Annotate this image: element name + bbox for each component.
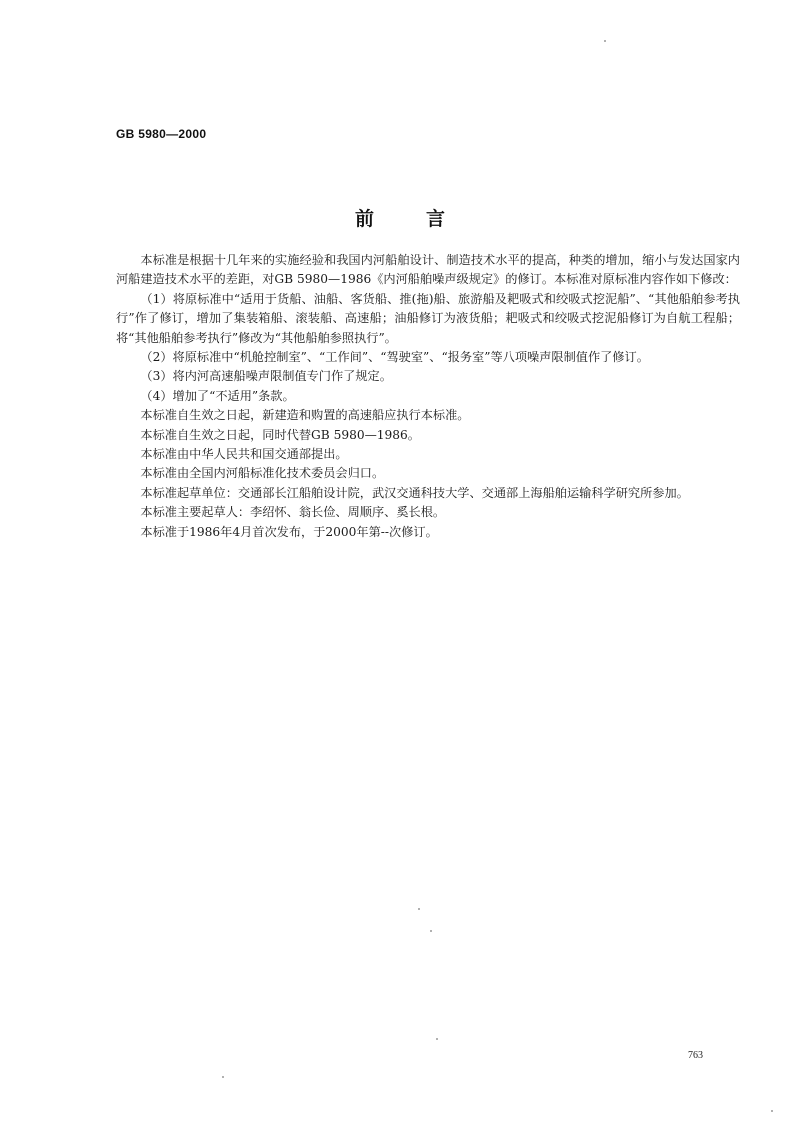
foreword-body: [116, 251, 740, 542]
scan-speck: [418, 908, 420, 910]
standard-code-header: GB 5980—2000: [116, 127, 207, 141]
paragraph-item-1: （1）将原标准中“适用于货船、油船、客货船、推(拖)船、旅游船及耙吸式和绞吸式挖泥船”、“其他船舶参考执行”作了修订，增加了集装箱船、滚装船、高速船；油船修订为液货船；耙吸式和绞吸式挖泥船修订为自航工程船；将“其他船舶参考执行”修改为“其他船舶参照执行”。: [116, 291, 740, 345]
scan-speck: [604, 40, 606, 42]
paragraph-replaces: 本标准自生效之日起，同时代替GB 5980—1986。: [140, 427, 420, 442]
paragraph-proposed-by: 本标准由中华人民共和国交通部提出。: [140, 447, 348, 462]
scan-speck: [430, 930, 432, 932]
paragraph-item-2: （2）将原标准中“机舱控制室”、“工作间”、“驾驶室”、“报务室”等八项噪声限制值作了修订。: [140, 350, 649, 365]
scan-speck: [222, 1076, 224, 1078]
paragraph-item-4: （4）增加了“不适用”条款。: [140, 388, 295, 403]
paragraph-item-3: （3）将内河高速船噪声限制值专门作了规定。: [140, 369, 392, 384]
paragraph-drafting-units: 本标准起草单位：交通部长江船舶设计院，武汉交通科技大学、交通部上海船舶运输科学研究所参加。: [140, 485, 689, 500]
scan-speck: [436, 1038, 438, 1040]
paragraph-drafters: 本标准主要起草人：李绍怀、翁长俭、周顺序、奚长根。: [140, 505, 446, 520]
paragraph-intro: 本标准是根据十几年来的实施经验和我国内河船舶设计、制造技术水平的提高，种类的增加，缩小与发达国家内河船建造技术水平的差距，对GB 5980—1986《内河船舶噪声级规定》的修订。本标准对原标准内容作如下修改：: [116, 253, 740, 287]
paragraph-centralized-by: 本标准由全国内河船标准化技术委员会归口。: [140, 466, 385, 481]
scan-speck: [771, 1110, 773, 1112]
page-title: 前言: [354, 208, 497, 230]
paragraph-effective-new: 本标准自生效之日起，新建造和购置的高速船应执行本标准。: [140, 408, 470, 423]
page-number: 763: [688, 1050, 703, 1061]
paragraph-history: 本标准于1986年4月首次发布，于2000年第--次修订。: [140, 524, 438, 539]
